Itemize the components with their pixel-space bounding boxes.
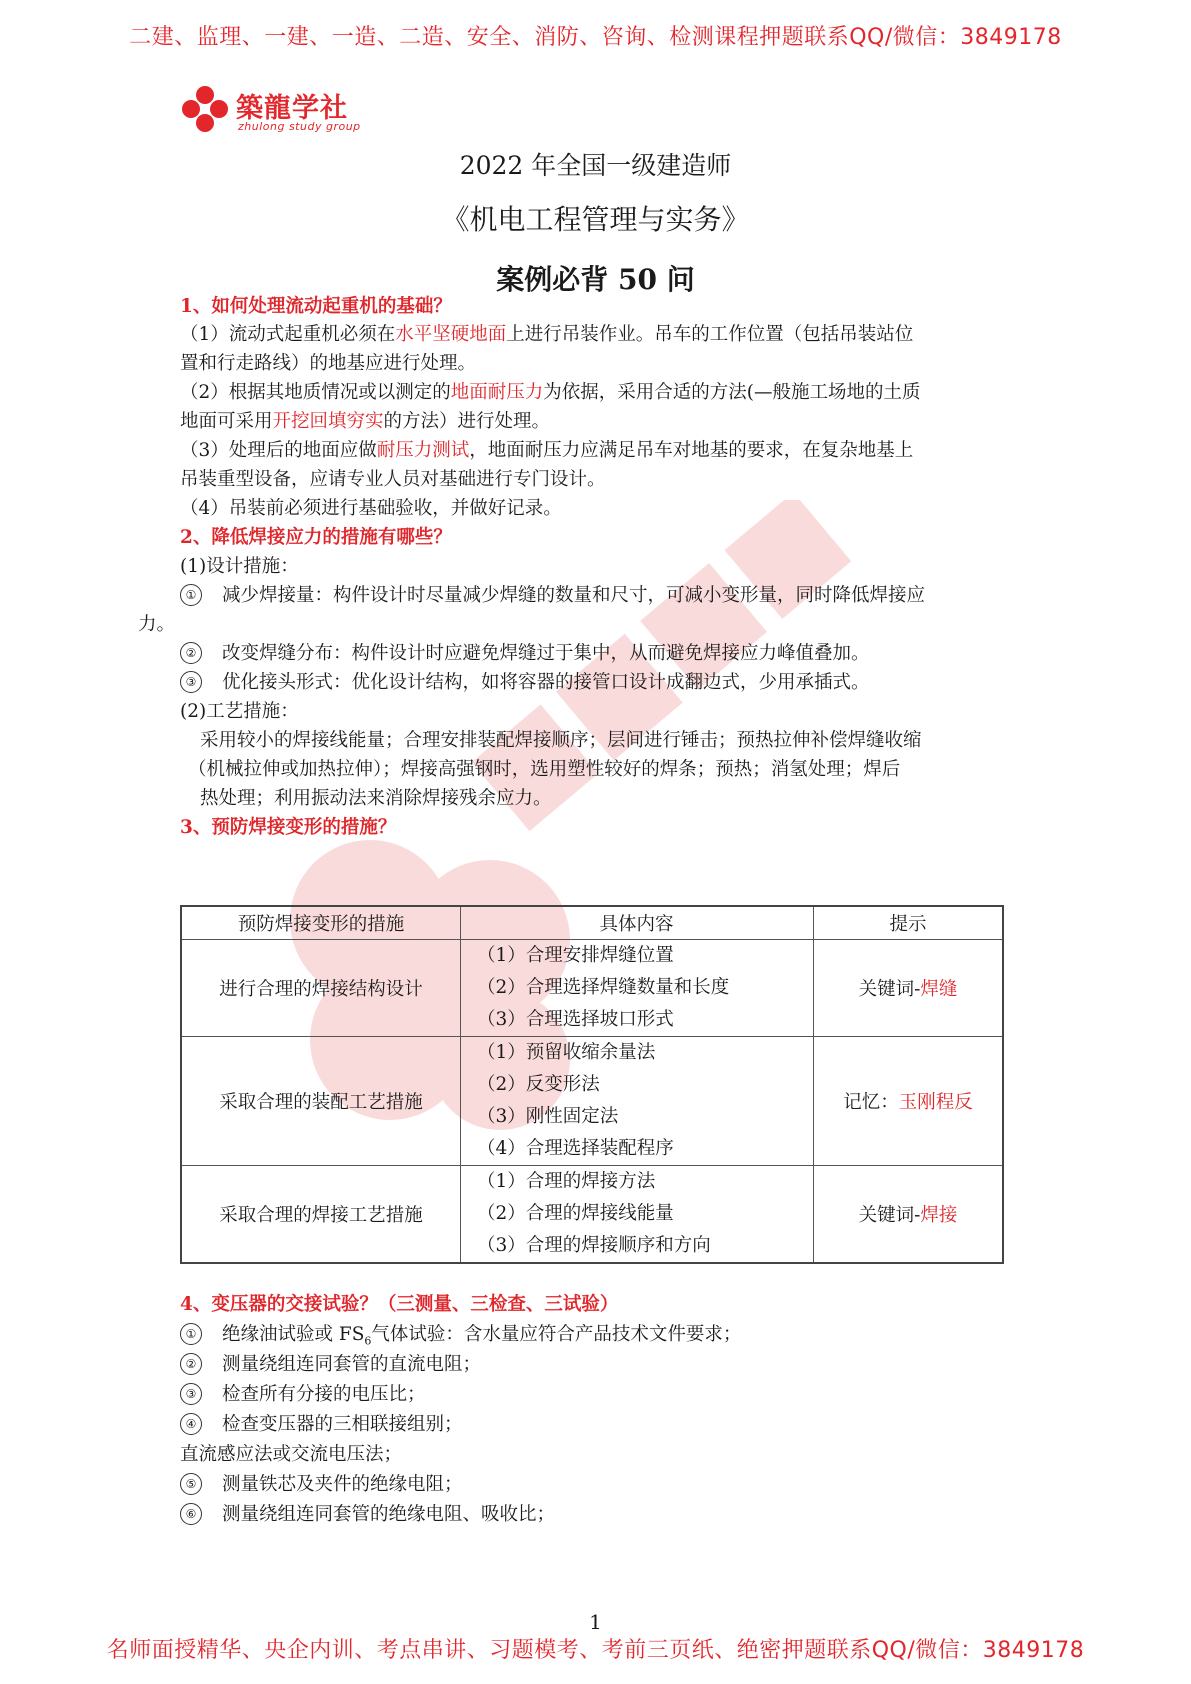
table-header: 提示 <box>814 906 1004 940</box>
hint-cell: 关键词-焊接 <box>814 1166 1004 1264</box>
measure-cell: 采取合理的装配工艺措施 <box>181 1037 461 1166</box>
q4-item-3: ③ 检查所有分接的电压比； <box>180 1380 426 1406</box>
q2-item-1-cont: 力。 <box>138 614 176 635</box>
table-header-row <box>181 906 1003 940</box>
q2-design: (1)设计措施： <box>180 556 299 577</box>
q4-item-2: ② 测量绕组连同套管的直流电阻； <box>180 1350 481 1376</box>
q1-p2: （2）根据其地质情况或以测定的地面耐压力为依据，采用合适的方法(—般施工场地的土质 <box>180 382 921 403</box>
table-row <box>181 1166 1003 1264</box>
q2-process-2: （机械拉伸或加热拉伸）；焊接高强钢时，选用塑性较好的焊条；预热；消氢处理；焊后 <box>188 759 901 780</box>
q2-item-3: ③ 优化接头形式：优化设计结构，如将容器的接管口设计成翻边式，少用承插式。 <box>180 668 870 694</box>
q4-item-5: ⑤ 测量铁芯及夹件的绝缘电阻； <box>180 1470 463 1496</box>
logo-subtitle: zhulong study group <box>238 120 361 133</box>
measure-cell: 采取合理的焊接工艺措施 <box>181 1166 461 1264</box>
title-subject: 《机电工程管理与实务》 <box>441 203 750 236</box>
q1-p3-cont: 吊装重型设备，应请专业人员对基础进行专门设计。 <box>180 469 606 490</box>
table-header: 具体内容 <box>461 906 814 940</box>
logo-name: 築龍学社 <box>236 93 348 124</box>
q4-heading: 4、变压器的交接试验？（三测量、三检查、三试验） <box>180 1294 619 1315</box>
q2-process-3: 热处理；利用振动法来消除焊接残余应力。 <box>200 788 552 809</box>
q4-item-6: ⑥ 测量绕组连同套管的绝缘电阻、吸收比； <box>180 1500 555 1526</box>
q2-process: (2)工艺措施： <box>180 701 299 722</box>
q2-item-2: ② 改变焊缝分布：构件设计时应避免焊缝过于集中，从而避免焊接应力峰值叠加。 <box>180 639 870 665</box>
q1-heading: 1、如何处理流动起重机的基础？ <box>180 296 452 317</box>
table-row <box>181 940 1003 1037</box>
q1-p4: （4）吊装前必须进行基础验收，并做好记录。 <box>180 498 562 519</box>
q2-item-1: ① 减少焊接量：构件设计时尽量减少焊缝的数量和尺寸，可减小变形量，同时降低焊接应 <box>180 581 925 607</box>
items-cell: （1）预留收缩余量法 （2）反变形法 （3）刚性固定法 （4）合理选择装配程序 <box>461 1037 814 1166</box>
q4-item-1: ① 绝缘油试验或 $FS_6$气体试验：含水量应符合产品技术文件要求； <box>180 1320 741 1348</box>
q1-p2-cont: 地面可采用开挖回填穷实的方法）进行处理。 <box>180 411 551 432</box>
top-banner: 二建、监理、一建、一造、二造、安全、消防、咨询、检测课程押题联系QQ/微信：3849178 <box>129 25 1062 50</box>
logo <box>180 84 370 138</box>
q2-heading: 2、降低焊接应力的措施有哪些？ <box>180 527 452 548</box>
q2-process-1: 采用较小的焊接线能量；合理安排装配焊接顺序；层间进行锤击；预热拉伸补偿焊缝收缩 <box>200 730 922 751</box>
bottom-banner: 名师面授精华、央企内训、考点串讲、习题模考、考前三页纸、绝密押题联系QQ/微信：3849178 <box>106 1638 1085 1663</box>
table-row <box>181 1037 1003 1166</box>
page-number: 1 <box>589 1610 602 1634</box>
title-year: 2022 年全国一级建造师 <box>459 151 732 180</box>
prevention-table <box>180 905 1004 1264</box>
table-header: 预防焊接变形的措施 <box>181 906 461 940</box>
title-topic: 案例必背 50 问 <box>496 263 695 296</box>
measure-cell: 进行合理的焊接结构设计 <box>181 940 461 1037</box>
hint-cell: 记忆：玉刚程反 <box>814 1037 1004 1166</box>
q3-heading: 3、预防焊接变形的措施？ <box>180 817 397 838</box>
q1-p3: （3）处理后的地面应做耐压力测试，地面耐压力应满足吊车对地基的要求，在复杂地基上 <box>180 440 914 461</box>
q1-p1: （1）流动式起重机必须在水平坚硬地面上进行吊装作业。吊车的工作位置（包括吊装站位 <box>180 324 914 345</box>
hint-cell: 关键词-焊缝 <box>814 940 1004 1037</box>
q4-plain: 直流感应法或交流电压法； <box>180 1444 403 1465</box>
logo-flower-icon <box>180 84 230 134</box>
q1-p1-cont: 置和行走路线）的地基应进行处理。 <box>180 353 477 374</box>
q4-item-4: ④ 检查变压器的三相联接组别； <box>180 1410 463 1436</box>
items-cell: （1）合理安排焊缝位置 （2）合理选择焊缝数量和长度 （3）合理选择坡口形式 <box>461 940 814 1037</box>
items-cell: （1）合理的焊接方法 （2）合理的焊接线能量 （3）合理的焊接顺序和方向 <box>461 1166 814 1264</box>
